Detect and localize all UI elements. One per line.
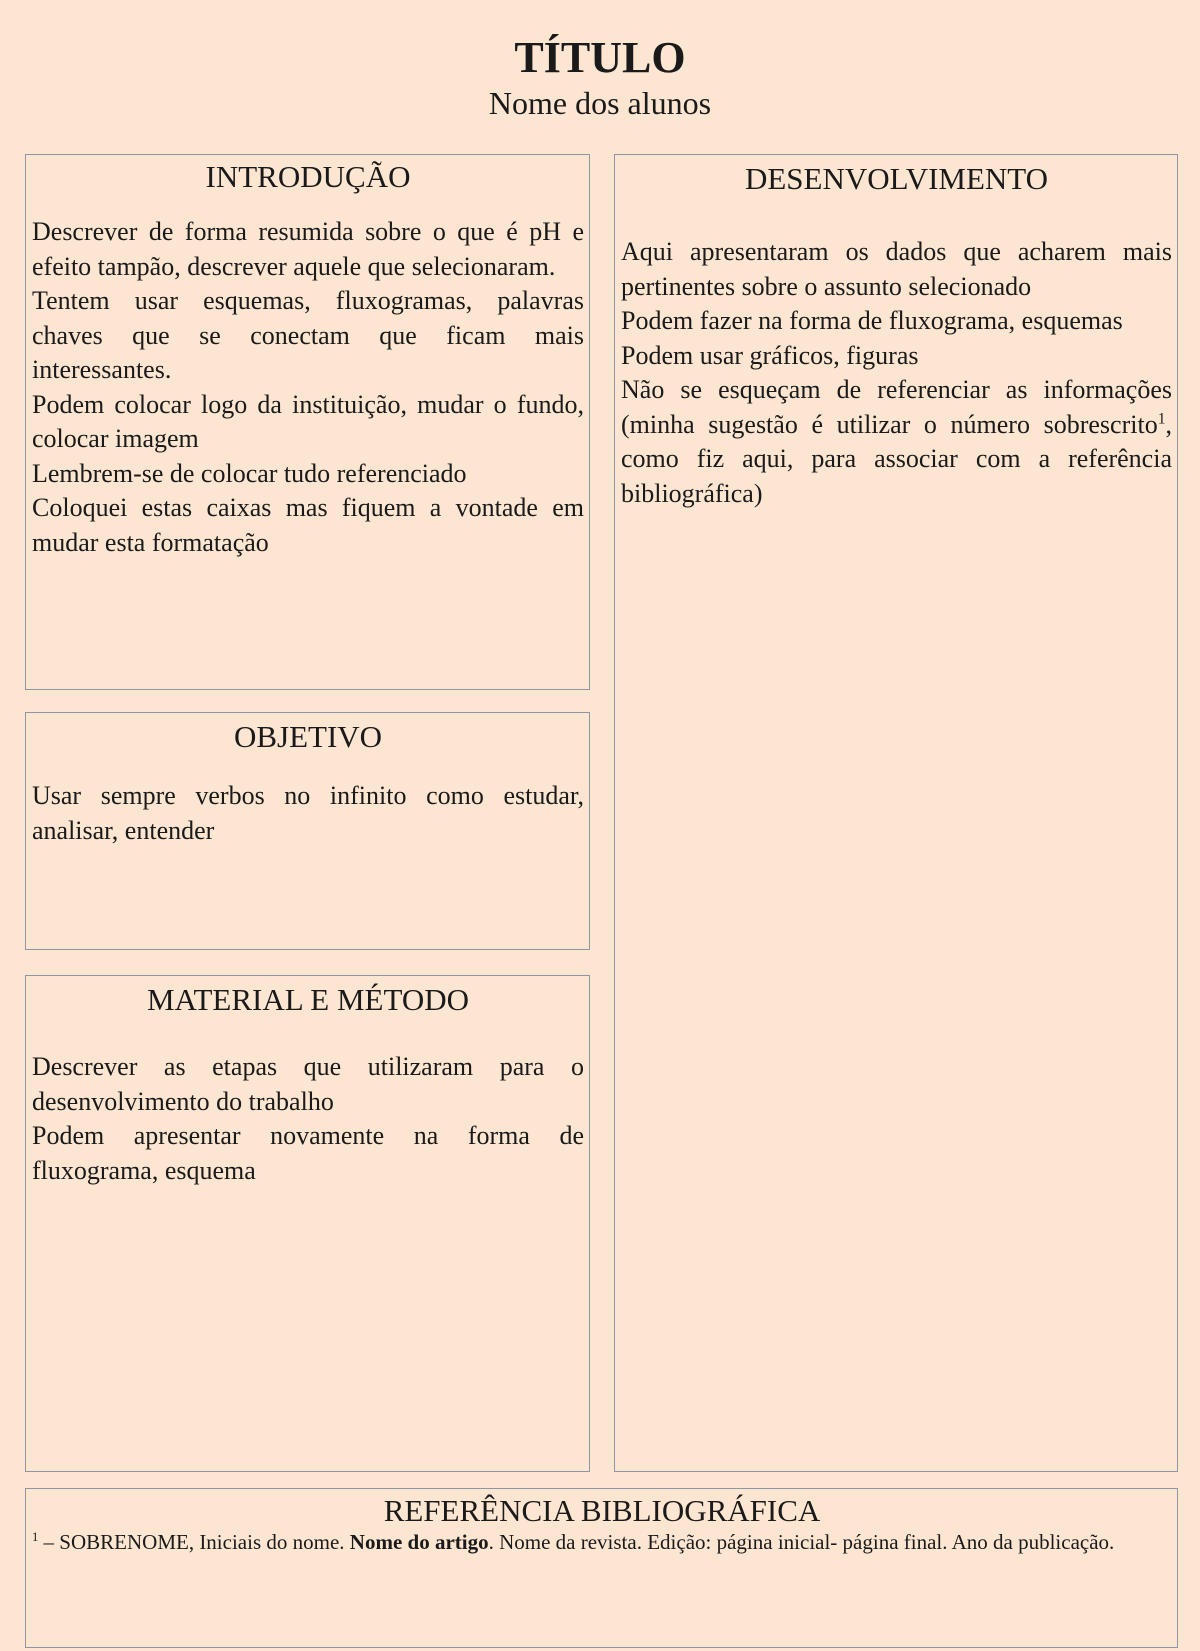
methods-heading: MATERIAL E MÉTODO: [146, 982, 470, 1017]
references-section: [25, 1488, 1178, 1648]
poster-header: [0, 32, 1200, 122]
development-citation-text: Não se esqueçam de referenciar as informações (minha sugestão é utilizar o número sobrescrito: [621, 375, 1172, 439]
development-section: [614, 154, 1178, 1472]
reference-article-title: Nome do artigo: [349, 1530, 489, 1554]
introduction-heading: INTRODUÇÃO: [205, 159, 411, 194]
development-paragraph-3: Podem usar gráficos, figuras: [621, 340, 919, 370]
reference-details: . Nome da revista. Edição: página inicial- página final. Ano da publicação.: [488, 1530, 1115, 1554]
development-paragraph-1: Aqui apresentaram os dados que acharem mais pertinentes sobre o assunto selecionado: [621, 237, 1172, 301]
introduction-paragraph-2: Tentem usar esquemas, fluxogramas, palavras chaves que se conectam que ficam mais interessantes.: [32, 286, 584, 384]
reference-entry: [32, 1529, 1172, 1556]
citation-superscript: 1: [1157, 409, 1166, 427]
introduction-section: [25, 154, 590, 690]
introduction-paragraph-3: Podem colocar logo da instituição, mudar o fundo, colocar imagem: [32, 389, 584, 453]
objective-heading: OBJETIVO: [233, 719, 383, 754]
introduction-paragraph-5: Coloquei estas caixas mas fiquem a vontade em mudar esta formatação: [32, 493, 584, 557]
development-citation-text-end: , como fiz aqui, para associar com a referência bibliográfica): [621, 409, 1172, 508]
reference-author: – SOBRENOME, Iniciais do nome.: [38, 1530, 350, 1554]
poster-authors: Nome dos alunos: [488, 85, 712, 121]
objective-section: [25, 712, 590, 950]
development-paragraph-2: Podem fazer na forma de fluxograma, esquemas: [621, 306, 1123, 335]
development-paragraph-4: [621, 373, 1172, 511]
development-heading: DESENVOLVIMENTO: [744, 161, 1049, 196]
introduction-paragraph-4: Lembrem-se de colocar tudo referenciado: [32, 458, 467, 488]
reference-number: 1: [32, 1530, 39, 1544]
poster-title: TÍTULO: [514, 33, 686, 82]
methods-paragraph-1: Descrever as etapas que utilizaram para o desenvolvimento do trabalho: [32, 1052, 584, 1116]
references-heading: REFERÊNCIA BIBLIOGRÁFICA: [383, 1493, 821, 1528]
methods-section: [25, 975, 590, 1472]
objective-paragraph-1: Usar sempre verbos no infinito como estudar, analisar, entender: [32, 781, 584, 845]
methods-paragraph-2: Podem apresentar novamente na forma de fluxograma, esquema: [32, 1121, 584, 1185]
introduction-paragraph-1: Descrever de forma resumida sobre o que é pH e efeito tampão, descrever aquele que selecionaram.: [32, 217, 584, 281]
